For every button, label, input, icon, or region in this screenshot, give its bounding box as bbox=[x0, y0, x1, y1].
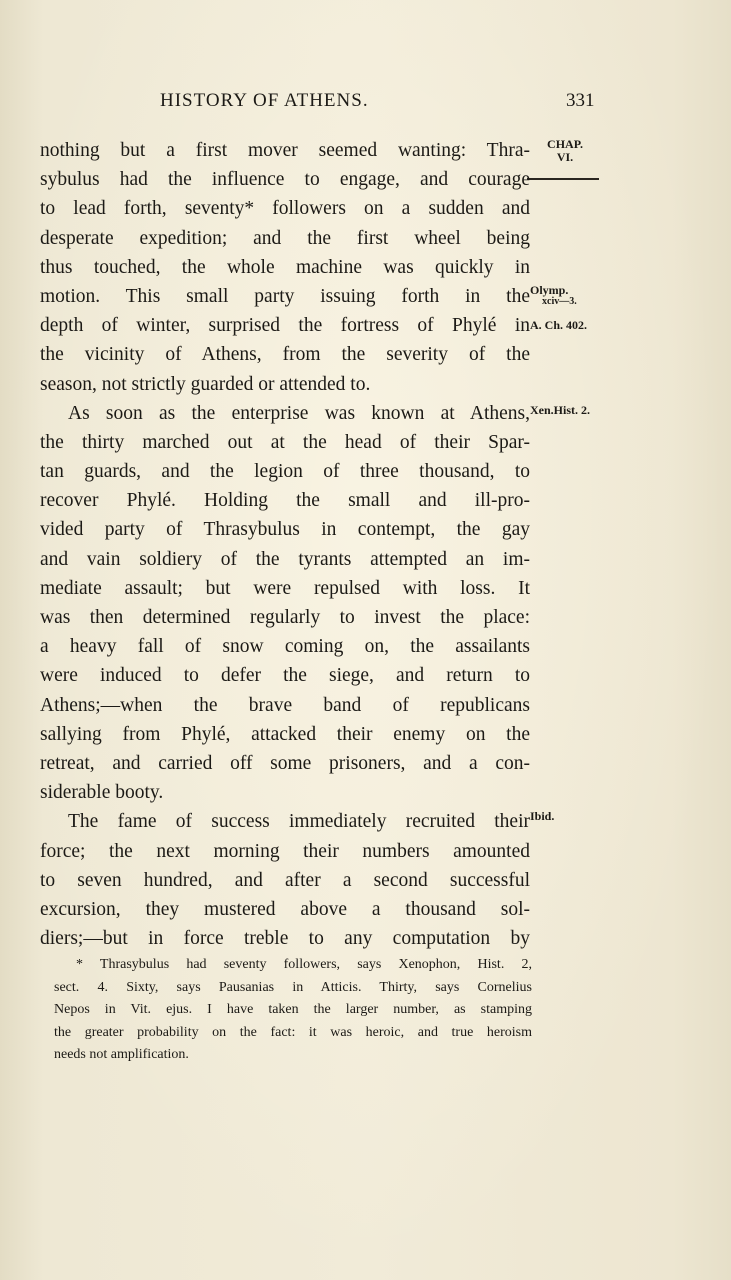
text-line: tan guards, and the legion of three thousand, to bbox=[40, 461, 530, 483]
text-line: mediate assault; but were repulsed with loss. It bbox=[40, 577, 530, 599]
text-line: Athens;—when the brave band of republicans bbox=[40, 694, 530, 716]
chapter-rule bbox=[527, 178, 599, 180]
text-line: depth of winter, surprised the fortress of Phylé in bbox=[40, 315, 530, 337]
body-text bbox=[40, 136, 530, 953]
chapter-label: CHAP. bbox=[547, 137, 583, 151]
page-number: 331 bbox=[566, 90, 595, 111]
text-line: vided party of Thrasybulus in contempt, the gay bbox=[40, 519, 530, 541]
footnote-line: sect. 4. Sixty, says Pausanias in Atticis. Thirty, says Cornelius bbox=[54, 979, 532, 995]
text-line: As soon as the enterprise was known at Athens, bbox=[68, 402, 530, 424]
text-line: sybulus had the influence to engage, and courage bbox=[40, 169, 530, 191]
running-title: HISTORY OF ATHENS. bbox=[160, 90, 369, 111]
footnote-line: * Thrasybulus had seventy followers, says Xenophon, Hist. 2, bbox=[76, 957, 532, 972]
footnote-line: Nepos in Vit. ejus. I have taken the larger number, as stamping bbox=[54, 1002, 532, 1017]
text-line: nothing but a first mover seemed wanting: Thra- bbox=[40, 140, 530, 161]
text-line: was then determined regularly to invest the place: bbox=[40, 607, 530, 628]
text-line: thus touched, the whole machine was quickly in bbox=[40, 256, 530, 278]
text-line: excursion, they mustered above a thousand sol- bbox=[40, 898, 530, 920]
margin-note-date: A. Ch. 402. bbox=[530, 318, 588, 332]
footnote-line: needs not amplification. bbox=[54, 1047, 189, 1062]
page-header bbox=[0, 90, 731, 120]
text-line: The fame of success immediately recruited their bbox=[68, 811, 530, 833]
text-line: desperate expedition; and the first wheel being bbox=[40, 227, 530, 249]
text-line: siderable booty. bbox=[40, 782, 164, 804]
margin-note-olympiad bbox=[530, 284, 577, 307]
text-line: the thirty marched out at the head of their Spar- bbox=[40, 431, 530, 453]
footnote-line: the greater probability on the fact: it was heroic, and true heroism bbox=[54, 1024, 532, 1040]
text-line: sallying from Phylé, attacked their enemy on the bbox=[40, 723, 530, 745]
text-line: a heavy fall of snow coming on, the assailants bbox=[40, 636, 530, 658]
text-line: to lead forth, seventy* followers on a sudden and bbox=[40, 198, 530, 220]
text-line: diers;—but in force treble to any computation by bbox=[40, 928, 530, 950]
text-line: retreat, and carried off some prisoners, and a con- bbox=[40, 752, 530, 774]
chapter-marker bbox=[540, 138, 590, 164]
chapter-number: VI. bbox=[556, 150, 574, 164]
text-line: and vain soldiery of the tyrants attempted an im- bbox=[40, 548, 530, 570]
olympiad-label: Olymp. bbox=[530, 283, 569, 297]
margin-note-ibid: Ibid. bbox=[530, 809, 555, 823]
text-line: the vicinity of Athens, from the severity of the bbox=[40, 344, 530, 366]
text-line: were induced to defer the siege, and return to bbox=[40, 665, 530, 687]
margin-note-xenophon: Xen.Hist. 2. bbox=[530, 403, 590, 417]
text-line: recover Phylé. Holding the small and ill-pro- bbox=[40, 490, 530, 512]
text-line: motion. This small party issuing forth in the bbox=[40, 285, 530, 307]
olympiad-number: xciv—3. bbox=[542, 296, 577, 307]
text-line: to seven hundred, and after a second successful bbox=[40, 869, 530, 891]
text-line: force; the next morning their numbers amounted bbox=[40, 840, 530, 862]
text-line: season, not strictly guarded or attended to. bbox=[40, 373, 371, 395]
footnote bbox=[54, 954, 532, 1067]
